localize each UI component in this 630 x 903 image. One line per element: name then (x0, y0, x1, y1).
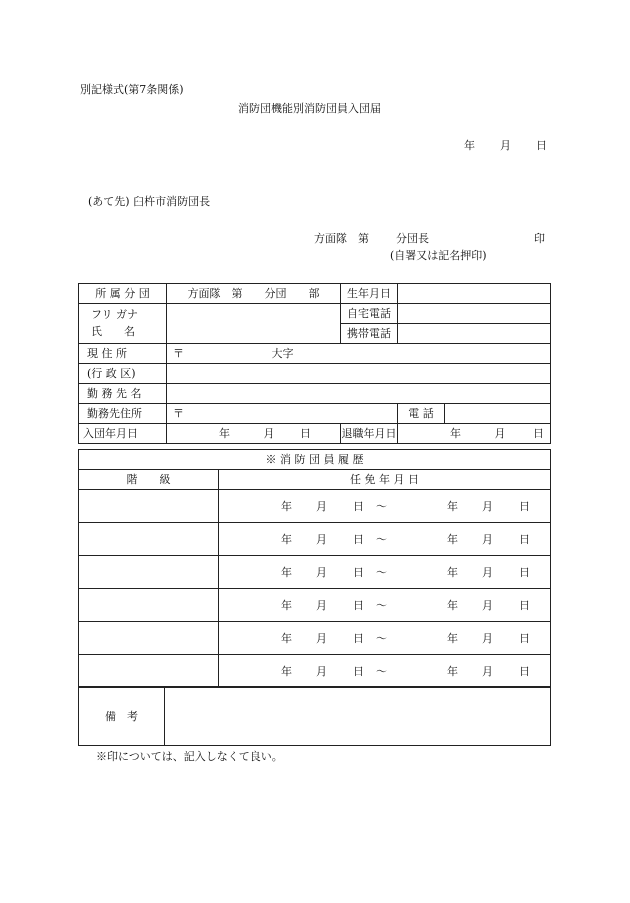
history-rank-field[interactable] (79, 622, 219, 655)
to-year: 年 (447, 499, 458, 513)
birth-label: 生年月日 (341, 284, 398, 304)
history-term-field[interactable] (219, 589, 551, 622)
postal-mark: 〒 (173, 407, 184, 420)
to-month: 月 (482, 532, 493, 546)
addressee: (あて先) 臼杵市消防団長 (88, 195, 211, 208)
date-day: 日 (536, 139, 547, 152)
history-term-field[interactable] (219, 622, 551, 655)
from-year: 年 (281, 631, 292, 645)
history-term-field[interactable] (219, 655, 551, 688)
history-term-field[interactable] (219, 556, 551, 589)
history-row (79, 589, 551, 622)
from-month: 月 (316, 565, 327, 579)
to-year: 年 (447, 565, 458, 579)
personal-info-table (78, 283, 551, 444)
from-month: 月 (316, 664, 327, 678)
seal-mark: 印 (534, 232, 545, 245)
join-date-field[interactable] (167, 424, 341, 444)
district-label: (行 政 区) (79, 364, 167, 384)
history-rank-field[interactable] (79, 655, 219, 688)
history-rows (79, 490, 551, 688)
to-day: 日 (519, 631, 530, 645)
rank-label: 階 級 (79, 470, 219, 490)
history-row (79, 622, 551, 655)
history-row (79, 490, 551, 523)
from-day: 日 (353, 499, 364, 513)
to-month: 月 (482, 499, 493, 513)
affiliation-label: 所 属 分 団 (79, 284, 167, 304)
to-year: 年 (447, 664, 458, 678)
history-rank-field[interactable] (79, 490, 219, 523)
from-day: 日 (353, 631, 364, 645)
employer-phone-field[interactable] (445, 404, 551, 424)
join-date-label: 入団年月日 (79, 424, 167, 444)
to-year: 年 (447, 631, 458, 645)
from-month: 月 (316, 598, 327, 612)
from-day: 日 (353, 598, 364, 612)
address-field[interactable] (167, 344, 551, 364)
retire-date-label: 退職年月日 (341, 424, 398, 444)
name-label-cell (79, 304, 167, 344)
term-tilde: ～ (376, 664, 387, 678)
term-tilde: ～ (376, 598, 387, 612)
term-label: 任 免 年 月 日 (219, 470, 551, 490)
to-day: 日 (519, 532, 530, 546)
footnote: ※印については、記入しなくて良い。 (96, 750, 283, 763)
from-month: 月 (316, 532, 327, 546)
history-row (79, 523, 551, 556)
form-reference: 別記様式(第7条関係) (80, 83, 184, 96)
birth-field[interactable] (398, 284, 551, 304)
affiliation-value: 方面隊 第 分団 部 (167, 284, 341, 304)
home-phone-label: 自宅電話 (341, 304, 398, 324)
retire-date-field[interactable] (398, 424, 551, 444)
from-day: 日 (353, 565, 364, 579)
history-rank-field[interactable] (79, 556, 219, 589)
date-year: 年 (464, 139, 475, 152)
to-year: 年 (447, 598, 458, 612)
date-month: 月 (500, 139, 511, 152)
employer-phone-label: 電 話 (398, 404, 445, 424)
retire-month: 月 (494, 427, 506, 440)
from-year: 年 (281, 664, 292, 678)
from-year: 年 (281, 565, 292, 579)
from-day: 日 (353, 532, 364, 546)
term-tilde: ～ (376, 499, 387, 513)
term-tilde: ～ (376, 532, 387, 546)
join-year: 年 (219, 427, 230, 440)
history-rank-field[interactable] (79, 523, 219, 556)
mobile-label: 携帯電話 (341, 324, 398, 344)
remarks-field[interactable] (165, 687, 551, 746)
oaza-label: 大字 (271, 347, 294, 360)
term-tilde: ～ (376, 631, 387, 645)
term-tilde: ～ (376, 565, 387, 579)
to-month: 月 (482, 565, 493, 579)
from-month: 月 (316, 499, 327, 513)
history-row (79, 655, 551, 688)
retire-year: 年 (450, 427, 461, 440)
employer-label: 勤 務 先 名 (79, 384, 167, 404)
history-heading: ※ 消 防 団 員 履 歴 (79, 450, 551, 470)
from-year: 年 (281, 532, 292, 546)
furigana-label: フリ ガナ (91, 308, 139, 321)
to-day: 日 (519, 664, 530, 678)
from-year: 年 (281, 499, 292, 513)
to-day: 日 (519, 499, 530, 513)
join-day: 日 (300, 427, 311, 440)
form-title: 消防団機能別消防団員入団届 (238, 102, 381, 115)
retire-day: 日 (533, 427, 544, 440)
signature-note: (自署又は記名押印) (390, 249, 487, 262)
remarks-table (78, 686, 551, 746)
remarks-label: 備 考 (79, 687, 165, 746)
to-year: 年 (447, 532, 458, 546)
address-label: 現 住 所 (79, 344, 167, 364)
postal-mark: 〒 (173, 347, 184, 360)
applicant-leader: 分団長 (396, 232, 429, 245)
to-month: 月 (482, 664, 493, 678)
history-term-field[interactable] (219, 523, 551, 556)
employer-address-label: 勤務先住所 (79, 404, 167, 424)
to-day: 日 (519, 565, 530, 579)
to-month: 月 (482, 631, 493, 645)
name-label: 氏 名 (91, 324, 135, 338)
applicant-unit: 方面隊 第 (314, 232, 369, 245)
join-month: 月 (263, 427, 275, 440)
history-row (79, 556, 551, 589)
home-phone-field[interactable] (398, 304, 551, 324)
name-field[interactable] (167, 304, 341, 344)
from-month: 月 (316, 631, 327, 645)
employer-address-field[interactable] (167, 404, 398, 424)
to-month: 月 (482, 598, 493, 612)
history-term-field[interactable] (219, 490, 551, 523)
district-field[interactable] (167, 364, 551, 384)
to-day: 日 (519, 598, 530, 612)
from-day: 日 (353, 664, 364, 678)
mobile-field[interactable] (398, 324, 551, 344)
employer-field[interactable] (167, 384, 551, 404)
from-year: 年 (281, 598, 292, 612)
history-rank-field[interactable] (79, 589, 219, 622)
history-table (78, 449, 551, 688)
